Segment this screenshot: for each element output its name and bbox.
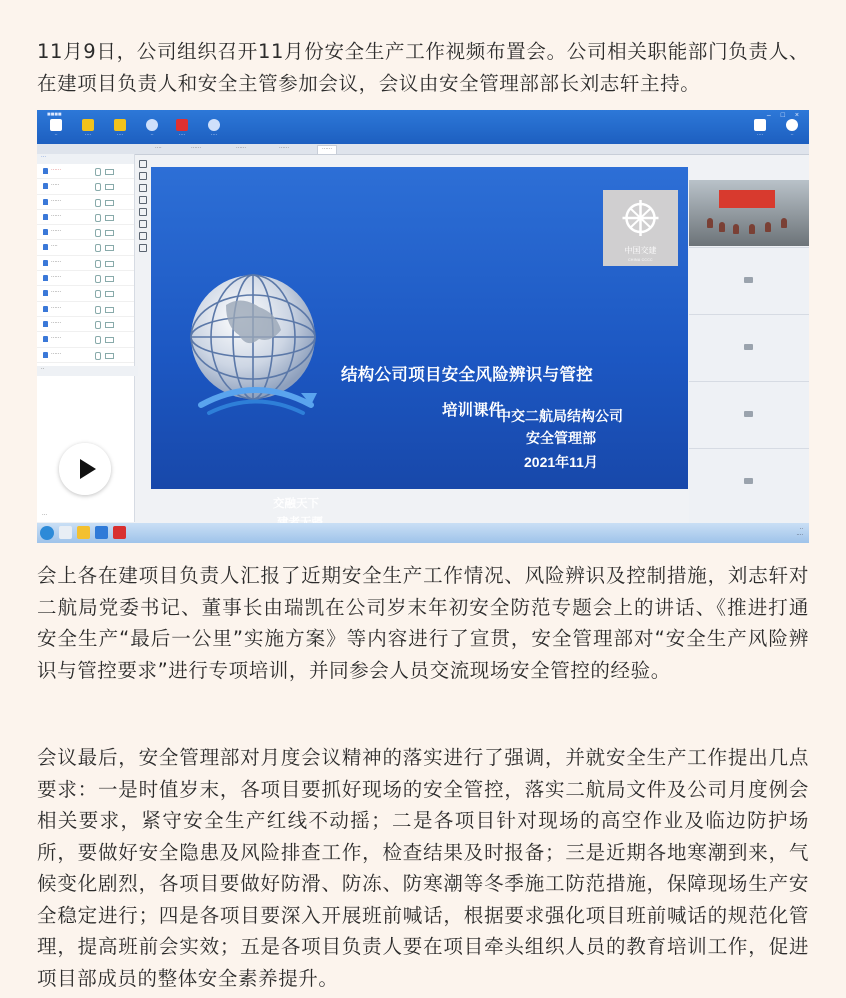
- chat-label: ···: [42, 512, 47, 518]
- ribbon-help-button[interactable]: ··: [781, 119, 803, 141]
- play-icon: [80, 459, 96, 479]
- mic-icon[interactable]: [95, 275, 101, 283]
- annotation-toolbar: [137, 156, 149, 336]
- slide-organization: 中交二航局结构公司: [497, 408, 623, 424]
- mic-icon: [82, 119, 94, 131]
- participant-row[interactable]: ·····: [37, 179, 134, 194]
- camera-icon[interactable]: [105, 215, 114, 221]
- person-icon: [43, 183, 48, 189]
- person-icon: [43, 352, 48, 358]
- attendee: [749, 224, 755, 234]
- doc-tab-active[interactable]: ······: [317, 145, 337, 154]
- person-icon: [43, 168, 48, 174]
- article-paragraph-3: 会议最后，安全管理部对月度会议精神的落实进行了强调，并就安全生产工作提出几点要求：一是时值岁末，各项目要抓好现场的安全管控，落实二航局文件及公司月度例会相关要求，紧守安全生产红线不动摇；二是各项目针对现场的高空作业及临边防护场所，要做好安全隐患及风险排查工作，检查结果及时报备；三是近期各地寒潮到来，气候变化剧烈，各项目要做好防滑、防冻、防寒潮等冬季施工防范措施，保障现场生产安全稳定进行；四是各项目要深入开展班前喊话，根据要求强化项目班前喊话的规范化管理，提高班前会实效；五是各项目负责人要在项目牵头组织人员的教育培训工作，促进项目部成员的整体安全素养提升。: [37, 746, 809, 990]
- ribbon-whiteboard-button[interactable]: ····: [203, 119, 225, 141]
- mic-icon[interactable]: [95, 290, 101, 298]
- mic-icon[interactable]: [95, 183, 101, 191]
- video-slot[interactable]: [689, 381, 809, 448]
- presentation-slide: [151, 167, 688, 510]
- app-ribbon: [37, 110, 809, 144]
- meeting-room-banner: [719, 190, 775, 208]
- video-slot[interactable]: [689, 247, 809, 314]
- camera-icon[interactable]: [105, 169, 114, 175]
- slide-slogan-1: 交融天下: [273, 498, 319, 510]
- camera-icon[interactable]: [105, 276, 114, 282]
- ribbon-layout-button[interactable]: ····: [749, 119, 771, 141]
- camera-icon[interactable]: [105, 184, 114, 190]
- document-tabbar: [37, 144, 809, 155]
- slide-date: 2021年11月: [524, 454, 598, 470]
- help-icon: [786, 119, 798, 131]
- doc-tab[interactable]: ······: [236, 145, 246, 151]
- person-icon: [43, 214, 48, 220]
- logo-subtext: CHINA CCCC: [628, 258, 653, 262]
- video-slot[interactable]: [689, 448, 809, 515]
- text-tool-icon[interactable]: [139, 208, 147, 216]
- start-button[interactable]: [40, 526, 54, 540]
- participant-row[interactable]: ······: [37, 348, 134, 363]
- participant-row[interactable]: ······: [37, 195, 134, 210]
- attendee: [719, 222, 725, 232]
- attendee: [781, 218, 787, 228]
- participant-row[interactable]: ······: [37, 164, 134, 179]
- participant-panel-header: ···: [37, 154, 134, 164]
- document-toolbar: [149, 155, 689, 165]
- attendee: [733, 224, 739, 234]
- article-paragraph-1: 11月9日，公司组织召开11月份安全生产工作视频布置会。公司相关职能部门负责人、在建项目负责人和安全主管参加会议，会议由安全管理部部长刘志轩主持。: [37, 40, 809, 95]
- slide-subtitle: 培训课件: [442, 402, 505, 419]
- camera-icon[interactable]: [105, 337, 114, 343]
- camera-icon[interactable]: [105, 353, 114, 359]
- participant-row[interactable]: ······: [37, 225, 134, 240]
- home-icon: [50, 119, 62, 131]
- users-icon: [114, 119, 126, 131]
- camera-icon: [744, 411, 753, 417]
- meeting-screenshot: [37, 110, 809, 543]
- ribbon-share-button[interactable]: ··: [141, 119, 163, 141]
- globe-icon: [181, 265, 331, 435]
- mic-icon[interactable]: [95, 321, 101, 329]
- taskbar-clock: ·· ····: [796, 526, 803, 538]
- ribbon-users-button[interactable]: ····: [109, 119, 131, 141]
- person-icon: [43, 244, 48, 250]
- camera-icon: [744, 277, 753, 283]
- record-icon: [176, 119, 188, 131]
- app-title: ■■■■: [47, 112, 62, 118]
- doc-tab[interactable]: ······: [279, 145, 289, 151]
- ribbon-speak-button[interactable]: ····: [77, 119, 99, 141]
- mic-icon[interactable]: [95, 352, 101, 360]
- slide-title: 结构公司项目安全风险辨识与管控: [341, 366, 593, 384]
- person-icon: [43, 260, 48, 266]
- camera-icon[interactable]: [105, 307, 114, 313]
- ribbon-home-button[interactable]: ··: [45, 119, 67, 141]
- pen-tool-icon[interactable]: [139, 172, 147, 180]
- camera-icon: [744, 344, 753, 350]
- doc-tab[interactable]: ····: [155, 145, 162, 151]
- participant-row[interactable]: ······: [37, 210, 134, 225]
- undo-tool-icon[interactable]: [139, 232, 147, 240]
- taskbar-app-icon[interactable]: [113, 526, 126, 539]
- share-icon: [146, 119, 158, 131]
- participant-row[interactable]: ······: [37, 302, 134, 317]
- camera-icon[interactable]: [105, 322, 114, 328]
- person-icon: [43, 199, 48, 205]
- mic-icon[interactable]: [95, 306, 101, 314]
- video-play-button[interactable]: [59, 443, 111, 495]
- mic-icon[interactable]: [95, 260, 101, 268]
- taskbar-app-icon[interactable]: [59, 526, 72, 539]
- camera-icon[interactable]: [105, 291, 114, 297]
- windows-taskbar: [37, 523, 809, 543]
- participant-row[interactable]: ······: [37, 271, 134, 286]
- video-slot[interactable]: [689, 314, 809, 381]
- attendee: [765, 222, 771, 232]
- pointer-tool-icon[interactable]: [139, 160, 147, 168]
- live-video-feed[interactable]: [689, 180, 809, 246]
- camera-icon: [744, 478, 753, 484]
- participant-row[interactable]: ······: [37, 256, 134, 271]
- article-paragraph-2: 会上各在建项目负责人汇报了近期安全生产工作情况、风险辨识及控制措施，刘志轩对二航局党委书记、董事长由瑞凯在公司岁末年初安全防范专题会上的讲话、《推进打通安全生产“最后一公里”实施方案》等内容进行了宣贯，安全管理部对“安全生产风险辨识与管控要求”进行专项培训，并同参会人员交流现场安全管控的经验。: [37, 564, 809, 682]
- person-icon: [43, 336, 48, 342]
- person-icon: [43, 275, 48, 281]
- mic-icon[interactable]: [95, 229, 101, 237]
- line-tool-icon[interactable]: [139, 184, 147, 192]
- eraser-tool-icon[interactable]: [139, 220, 147, 228]
- camera-icon[interactable]: [105, 230, 114, 236]
- mic-icon[interactable]: [95, 199, 101, 207]
- taskbar-app-icon[interactable]: [95, 526, 108, 539]
- attendee: [707, 218, 713, 228]
- camera-icon[interactable]: [105, 200, 114, 206]
- participant-row[interactable]: ····: [37, 240, 134, 255]
- mic-icon[interactable]: [95, 214, 101, 222]
- person-icon: [43, 229, 48, 235]
- slide-department: 安全管理部: [526, 430, 596, 446]
- person-icon: [43, 290, 48, 296]
- video-panel: [689, 180, 809, 523]
- rect-tool-icon[interactable]: [139, 196, 147, 204]
- ribbon-record-button[interactable]: ····: [171, 119, 193, 141]
- mic-icon[interactable]: [95, 336, 101, 344]
- doc-tab[interactable]: ······: [191, 145, 201, 151]
- window-controls[interactable]: – □ ×: [766, 112, 803, 119]
- chat-panel-header[interactable]: ··: [37, 366, 138, 376]
- taskbar-app-icon[interactable]: [77, 526, 90, 539]
- clear-tool-icon[interactable]: [139, 244, 147, 252]
- camera-icon[interactable]: [105, 261, 114, 267]
- whiteboard-icon: [208, 119, 220, 131]
- participant-row[interactable]: ······: [37, 286, 134, 301]
- logo-text: 中国交建: [624, 246, 657, 255]
- layout-icon: [754, 119, 766, 131]
- mic-icon[interactable]: [95, 244, 101, 252]
- mic-icon[interactable]: [95, 168, 101, 176]
- camera-icon[interactable]: [105, 245, 114, 251]
- cccc-logo-icon: [603, 190, 678, 266]
- person-icon: [43, 306, 48, 312]
- participant-row[interactable]: ······: [37, 317, 134, 332]
- participant-row[interactable]: ······: [37, 332, 134, 347]
- person-icon: [43, 321, 48, 327]
- slide-status-bar: [151, 500, 688, 508]
